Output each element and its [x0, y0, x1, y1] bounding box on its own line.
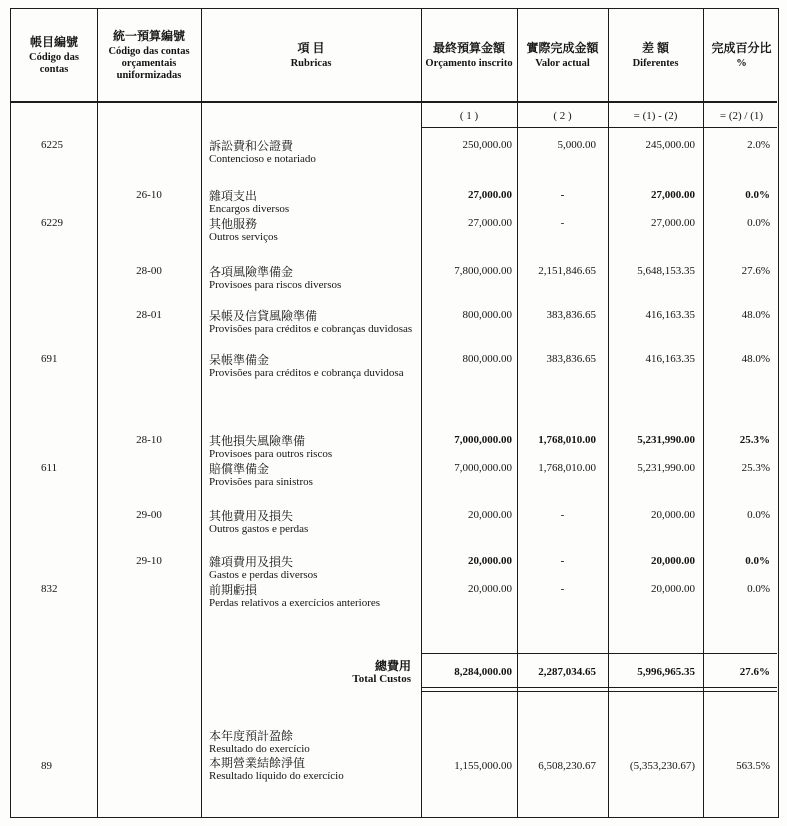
uniform-code: 29-10	[136, 555, 162, 567]
difference-amount: 20,000.00	[651, 509, 695, 521]
column-divider	[421, 9, 422, 817]
rubric-cell	[201, 555, 421, 582]
formula-actual: ( 2 )	[553, 110, 572, 122]
budget-amount: 800,000.00	[462, 309, 512, 321]
actual-amount: 383,836.65	[546, 353, 596, 365]
header-actual	[517, 9, 608, 101]
rubric-cell	[201, 265, 421, 292]
completion-pct: 0.0%	[745, 555, 770, 567]
result-difference-amount: (5,353,230.67)	[629, 760, 695, 772]
account-code: 6225	[41, 139, 63, 151]
result-label-cell	[201, 729, 421, 783]
budget-amount: 7,000,000.00	[454, 462, 512, 474]
rubric-cell	[201, 353, 421, 380]
header-zh: 項 目	[297, 40, 325, 55]
rubric-cell	[201, 309, 421, 336]
difference-amount: 5,231,990.00	[637, 462, 695, 474]
account-code: 691	[41, 353, 58, 365]
header-difference	[608, 9, 703, 101]
completion-pct: 48.0%	[741, 353, 770, 365]
rubric-pt: Contencioso e notariado	[209, 153, 316, 165]
header-zh: 統一預算編號	[112, 28, 185, 43]
total-difference-amount: 5,996,965.35	[637, 666, 695, 678]
rubric-zh: 各項風險準備金	[209, 265, 294, 279]
result-pt-2: Resultado líquido do exercício	[209, 770, 344, 782]
actual-amount: 1,768,010.00	[538, 462, 596, 474]
total-double-rule-2	[421, 691, 777, 692]
account-code: 832	[41, 583, 58, 595]
column-divider	[703, 9, 704, 817]
header-pt: Valor actual	[535, 57, 590, 69]
rubric-zh: 前期虧損	[209, 583, 258, 597]
difference-amount: 27,000.00	[651, 217, 695, 229]
rubric-pt: Provisões para sinistros	[209, 476, 313, 488]
result-zh-2: 本期營業結餘淨值	[209, 756, 306, 770]
formula-row-rule	[421, 127, 777, 128]
uniform-code: 28-00	[136, 265, 162, 277]
budget-amount: 7,800,000.00	[454, 265, 512, 277]
actual-amount: 5,000.00	[557, 139, 596, 151]
difference-amount: 416,163.35	[645, 309, 695, 321]
difference-amount: 416,163.35	[645, 353, 695, 365]
header-rubric	[201, 9, 421, 101]
header-pt: %	[736, 57, 747, 69]
column-divider	[97, 9, 98, 817]
rubric-pt: Perdas relativos a exercícios anteriores	[209, 597, 381, 609]
rubric-pt: Encargos diversos	[209, 203, 290, 215]
rubric-pt: Provisões para créditos e cobrança duvidosa	[209, 367, 404, 379]
actual-amount: -	[560, 555, 565, 567]
header-pt: Diferentes	[632, 57, 679, 69]
actual-amount: 383,836.65	[546, 309, 596, 321]
actual-amount: -	[560, 583, 565, 595]
completion-pct: 48.0%	[741, 309, 770, 321]
budget-amount: 250,000.00	[462, 139, 512, 151]
rubric-pt: Provisoes para outros riscos	[209, 448, 333, 460]
uniform-code: 28-10	[136, 434, 162, 446]
completion-pct: 25.3%	[739, 434, 770, 446]
formula-budget: ( 1 )	[459, 110, 479, 122]
budget-amount: 20,000.00	[468, 509, 512, 521]
difference-amount: 20,000.00	[651, 555, 695, 567]
header-pt: Código das contas orçamentais uniformizadas	[108, 45, 190, 81]
rubric-zh: 賠償準備金	[209, 462, 270, 476]
rubric-pt: Provisões para créditos e cobranças duvidosas	[209, 323, 413, 335]
completion-pct: 27.6%	[741, 265, 770, 277]
budget-amount: 800,000.00	[462, 353, 512, 365]
budget-amount: 20,000.00	[468, 555, 512, 567]
header-zh: 最終預算金額	[432, 40, 505, 55]
column-divider	[608, 9, 609, 817]
rubric-cell	[201, 583, 421, 610]
completion-pct: 0.0%	[745, 189, 770, 201]
result-zh-1: 本年度預計盈餘	[209, 729, 294, 743]
rubric-cell	[201, 189, 421, 216]
header-pt: Rubricas	[290, 57, 332, 69]
result-completion-pct: 563.5%	[736, 760, 770, 772]
total-label-pt: Total Custos	[352, 673, 411, 685]
difference-amount: 5,648,153.35	[637, 265, 695, 277]
total-label-cell	[201, 659, 421, 686]
actual-amount: 1,768,010.00	[538, 434, 596, 446]
account-code: 6229	[41, 217, 63, 229]
total-label-zh: 總費用	[374, 659, 411, 673]
header-pt: Orçamento inscrito	[425, 57, 513, 69]
completion-pct: 2.0%	[747, 139, 770, 151]
result-actual-amount: 6,508,230.67	[538, 760, 596, 772]
rubric-zh: 呆帳準備金	[209, 353, 270, 367]
uniform-code: 29-00	[136, 509, 162, 521]
column-divider	[201, 9, 202, 817]
header-zh: 完成百分比	[711, 40, 772, 55]
result-budget-amount: 1,155,000.00	[454, 760, 512, 772]
rubric-cell	[201, 434, 421, 461]
header-zh: 實際完成金額	[526, 40, 599, 55]
completion-pct: 25.3%	[741, 462, 770, 474]
total-double-rule-1	[421, 687, 777, 688]
difference-amount: 5,231,990.00	[637, 434, 695, 446]
header-budget	[421, 9, 517, 101]
budget-amount: 20,000.00	[468, 583, 512, 595]
rubric-pt: Outros serviços	[209, 231, 278, 243]
account-code: 89	[41, 760, 52, 772]
total-budget-amount: 8,284,000.00	[454, 666, 512, 678]
rubric-pt: Gastos e perdas diversos	[209, 569, 318, 581]
formula-difference: = (1) - (2)	[633, 110, 678, 122]
budget-amount: 27,000.00	[468, 217, 512, 229]
rubric-cell	[201, 462, 421, 489]
rubric-zh: 其他損失風險準備	[209, 434, 306, 448]
account-code: 611	[41, 462, 58, 474]
header-pt: Código das contas	[29, 51, 79, 75]
header-bottom-rule	[11, 101, 777, 103]
rubric-cell	[201, 217, 421, 244]
difference-amount: 20,000.00	[651, 583, 695, 595]
header-zh: 帳目編號	[29, 34, 78, 49]
uniform-code: 26-10	[136, 189, 162, 201]
actual-amount: -	[560, 189, 565, 201]
budget-execution-table	[10, 8, 779, 818]
rubric-cell	[201, 139, 421, 166]
rubric-zh: 其他服務	[209, 217, 258, 231]
rubric-zh: 訴訟費和公證費	[209, 139, 294, 153]
total-top-rule	[421, 653, 777, 654]
total-actual-amount: 2,287,034.65	[538, 666, 596, 678]
rubric-pt: Provisoes para riscos diversos	[209, 279, 342, 291]
rubric-zh: 呆帳及信貸風險準備	[209, 309, 318, 323]
budget-amount: 7,000,000.00	[454, 434, 512, 446]
result-pt-1: Resultado do exercício	[209, 743, 310, 755]
rubric-zh: 雜項支出	[209, 189, 258, 203]
rubric-cell	[201, 509, 421, 536]
budget-amount: 27,000.00	[468, 189, 512, 201]
actual-amount: -	[560, 509, 565, 521]
actual-amount: 2,151,846.65	[538, 265, 596, 277]
header-percentage	[703, 9, 780, 101]
header-account-code	[11, 9, 97, 101]
rubric-pt: Outros gastos e perdas	[209, 523, 309, 535]
rubric-zh: 其他費用及損失	[209, 509, 294, 523]
header-uniform-code	[97, 9, 201, 101]
completion-pct: 0.0%	[747, 509, 770, 521]
actual-amount: -	[560, 217, 565, 229]
formula-percentage: = (2) / (1)	[719, 110, 764, 122]
difference-amount: 27,000.00	[651, 189, 695, 201]
total-completion-pct: 27.6%	[739, 666, 770, 678]
difference-amount: 245,000.00	[645, 139, 695, 151]
completion-pct: 0.0%	[747, 217, 770, 229]
column-divider	[517, 9, 518, 817]
rubric-zh: 雜項費用及損失	[209, 555, 294, 569]
header-zh: 差 額	[641, 40, 669, 55]
completion-pct: 0.0%	[747, 583, 770, 595]
uniform-code: 28-01	[136, 309, 162, 321]
